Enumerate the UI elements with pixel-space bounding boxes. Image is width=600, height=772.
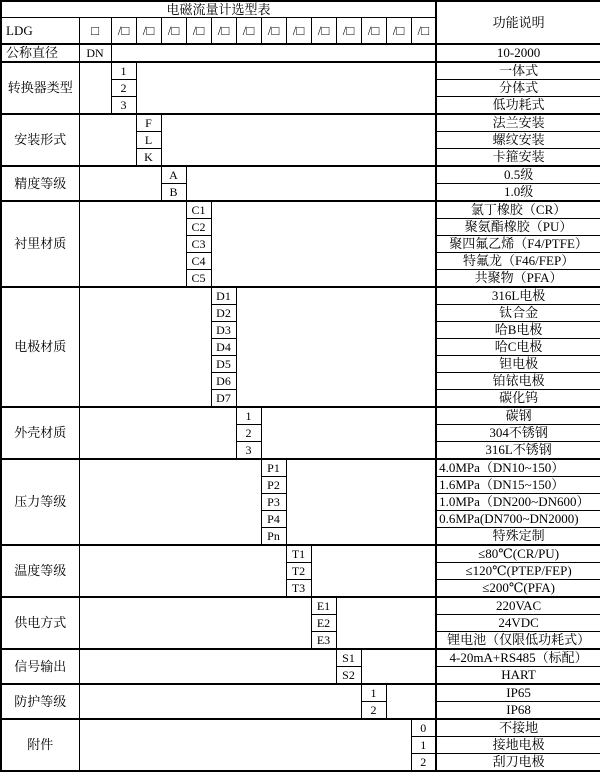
option-code: 0 (411, 719, 436, 737)
spacer-cell (79, 719, 411, 771)
model-code-slot: /□ (286, 18, 311, 45)
group-label-electrode-material: 电极材质 (1, 287, 79, 407)
option-description: 316L不锈钢 (436, 442, 600, 460)
option-code: P4 (261, 511, 286, 528)
option-code: C4 (186, 253, 211, 270)
option-description: HART (436, 667, 600, 685)
spacer-cell (79, 649, 336, 684)
option-description: 锂电池（仅限低功耗式） (436, 632, 600, 650)
option-code: 2 (236, 425, 261, 442)
option-code: L (136, 132, 161, 149)
option-code: F (136, 114, 161, 132)
option-code: D2 (211, 305, 236, 322)
option-code: D6 (211, 373, 236, 390)
option-code: T1 (286, 545, 311, 563)
option-code: P3 (261, 494, 286, 511)
spacer-cell (79, 166, 161, 201)
option-code: C2 (186, 219, 211, 236)
option-description: ≤80℃(CR/PU) (436, 545, 600, 563)
option-description: 螺纹安装 (436, 132, 600, 149)
option-description: 接地电极 (436, 737, 600, 754)
option-code: D3 (211, 322, 236, 339)
option-code: E2 (311, 615, 336, 632)
option-description: IP65 (436, 684, 600, 702)
option-code: 2 (361, 702, 386, 720)
spacer-cell (161, 114, 436, 166)
model-code-slot: /□ (386, 18, 411, 45)
group-label-power-supply: 供电方式 (1, 597, 79, 649)
option-code: 2 (111, 80, 136, 97)
spacer-cell (79, 114, 136, 166)
spacer-cell (79, 62, 111, 114)
model-code-slot: /□ (111, 18, 136, 45)
option-description: 不接地 (436, 719, 600, 737)
option-description: 分体式 (436, 80, 600, 97)
option-code: Pn (261, 528, 286, 546)
spacer-cell (286, 459, 436, 545)
model-code-slot: /□ (361, 18, 386, 45)
option-description: 聚氨酯橡胶（PU） (436, 219, 600, 236)
model-base-slot: □ (79, 18, 111, 45)
spacer-cell (79, 545, 286, 597)
model-code-slot: /□ (136, 18, 161, 45)
spacer-cell (236, 287, 436, 407)
model-code-slot: /□ (186, 18, 211, 45)
option-code: 1 (361, 684, 386, 702)
option-description: 氯丁橡胶（CR） (436, 201, 600, 219)
spacer-cell (79, 201, 186, 287)
group-label-converter-type: 转换器类型 (1, 62, 79, 114)
option-description: 低功耗式 (436, 97, 600, 115)
option-description: 共聚物（PFA） (436, 270, 600, 288)
spacer-cell (79, 597, 311, 649)
option-description: 铂铱电极 (436, 373, 600, 390)
spacer-cell (311, 545, 436, 597)
spacer-cell (261, 407, 436, 459)
option-code: C1 (186, 201, 211, 219)
option-code: 3 (236, 442, 261, 460)
option-code: D1 (211, 287, 236, 305)
group-label-temperature-rating: 温度等级 (1, 545, 79, 597)
option-description: 一体式 (436, 62, 600, 80)
option-description: 碳化钨 (436, 390, 600, 408)
option-code: C5 (186, 270, 211, 288)
option-code: 1 (411, 737, 436, 754)
option-code: T2 (286, 563, 311, 580)
option-description: 钛合金 (436, 305, 600, 322)
option-description: 24VDC (436, 615, 600, 632)
spacer-cell (136, 62, 436, 114)
option-description: 卡箍安装 (436, 149, 600, 167)
option-description: 碳钢 (436, 407, 600, 425)
group-label-signal-output: 信号输出 (1, 649, 79, 684)
option-code: S1 (336, 649, 361, 667)
option-code: P1 (261, 459, 286, 477)
spacer-cell (386, 684, 436, 719)
option-description: ≤200℃(PFA) (436, 580, 600, 598)
option-code: D4 (211, 339, 236, 356)
option-code: 2 (411, 754, 436, 772)
table-title: 电磁流量计选型表 (1, 1, 436, 18)
option-description: 1.0级 (436, 184, 600, 202)
option-code: D7 (211, 390, 236, 408)
model-prefix: LDG (1, 18, 79, 45)
option-description: 钽电极 (436, 356, 600, 373)
option-code: S2 (336, 667, 361, 685)
spacer-cell (361, 649, 436, 684)
option-description: 1.6MPa（DN15~150） (436, 477, 600, 494)
model-code-slot: /□ (211, 18, 236, 45)
spacer-cell (79, 287, 211, 407)
group-label-pressure-rating: 压力等级 (1, 459, 79, 545)
group-label-protection-rating: 防护等级 (1, 684, 79, 719)
group-label-accessories: 附件 (1, 719, 79, 771)
spacer-cell (186, 166, 436, 201)
option-code: T3 (286, 580, 311, 598)
spacer-cell (79, 459, 261, 545)
spacer-cell (79, 684, 361, 719)
option-description: 特氟龙（F46/FEP） (436, 253, 600, 270)
option-description: 哈B电极 (436, 322, 600, 339)
group-label-housing-material: 外壳材质 (1, 407, 79, 459)
option-code: E3 (311, 632, 336, 650)
option-code: B (161, 184, 186, 202)
model-code-slot: /□ (336, 18, 361, 45)
option-description: 10-2000 (436, 44, 600, 62)
option-description: 哈C电极 (436, 339, 600, 356)
group-label-accuracy-class: 精度等级 (1, 166, 79, 201)
spacer-cell (79, 407, 236, 459)
model-code-slot: /□ (261, 18, 286, 45)
option-code: K (136, 149, 161, 167)
function-column-header: 功能说明 (436, 1, 600, 44)
option-code: 1 (111, 62, 136, 80)
model-code-slot: /□ (411, 18, 436, 45)
group-label-liner-material: 衬里材质 (1, 201, 79, 287)
spacer-cell (336, 597, 436, 649)
option-description: 0.6MPa(DN700~DN2000) (436, 511, 600, 528)
option-description: IP68 (436, 702, 600, 720)
group-label-installation-type: 安装形式 (1, 114, 79, 166)
option-description: 法兰安装 (436, 114, 600, 132)
option-description: 4.0MPa（DN10~150） (436, 459, 600, 477)
spacer-cell (111, 44, 436, 62)
option-description: 1.0MPa（DN200~DN600） (436, 494, 600, 511)
option-code: A (161, 166, 186, 184)
option-code: D5 (211, 356, 236, 373)
option-description: 220VAC (436, 597, 600, 615)
option-description: 0.5级 (436, 166, 600, 184)
option-code: P2 (261, 477, 286, 494)
spacer-cell (211, 201, 436, 287)
option-code: E1 (311, 597, 336, 615)
group-label-nominal-diameter: 公称直径 (1, 44, 79, 62)
option-description: 特殊定制 (436, 528, 600, 546)
option-description: 聚四氟乙烯（F4/PTFE） (436, 236, 600, 253)
option-description: ≤120℃(PTEP/FEP) (436, 563, 600, 580)
option-code: C3 (186, 236, 211, 253)
model-code-slot: /□ (311, 18, 336, 45)
option-description: 304不锈钢 (436, 425, 600, 442)
option-description: 4-20mA+RS485（标配） (436, 649, 600, 667)
option-code: DN (79, 44, 111, 62)
model-code-slot: /□ (236, 18, 261, 45)
option-code: 3 (111, 97, 136, 115)
option-code: 1 (236, 407, 261, 425)
model-code-slot: /□ (161, 18, 186, 45)
option-description: 316L电极 (436, 287, 600, 305)
option-description: 刮刀电极 (436, 754, 600, 772)
